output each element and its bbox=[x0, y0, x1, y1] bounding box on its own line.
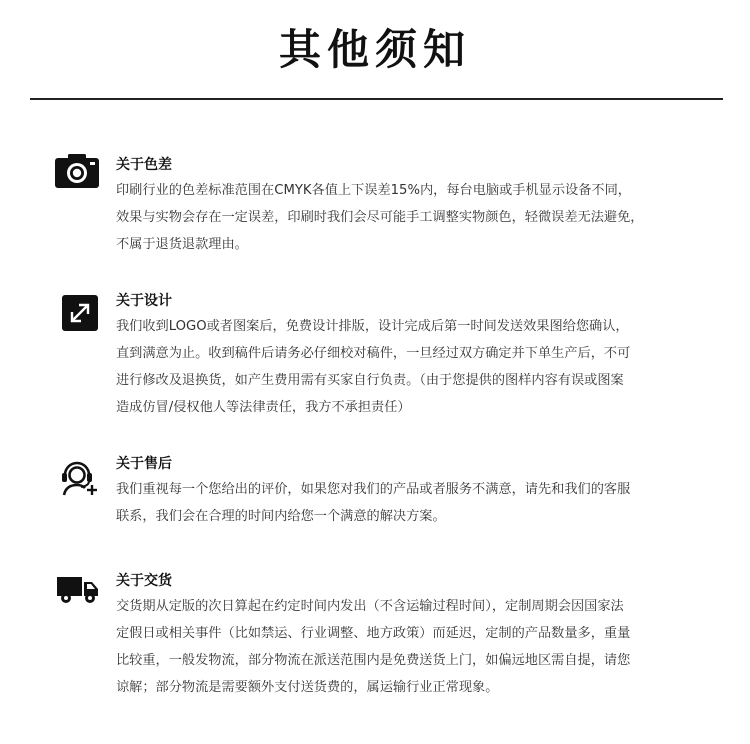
title-divider bbox=[30, 98, 723, 100]
body-line: 造成仿冒/侵权他人等法律责任，我方不承担责任） bbox=[116, 400, 411, 415]
body-line: 效果与实物会存在一定误差，印刷时我们会尽可能手工调整实物颜色，轻微误差无法避免， bbox=[116, 210, 644, 225]
section-heading: 关于售后 bbox=[116, 456, 172, 472]
body-line: 交货期从定版的次日算起在约定时间内发出（不含运输过程时间），定制周期会因国家法 bbox=[116, 599, 624, 614]
body-line: 印刷行业的色差标准范围在CMYK各值上下误差15%内，每台电脑或手机显示设备不同， bbox=[116, 183, 631, 198]
resize-arrow-icon bbox=[62, 295, 106, 335]
section-body bbox=[116, 593, 706, 701]
section-body bbox=[116, 476, 706, 530]
section-body bbox=[116, 177, 706, 258]
section-heading: 关于交货 bbox=[116, 573, 172, 589]
body-line: 直到满意为止。收到稿件后请务必仔细校对稿件，一旦经过双方确定并下单生产后，不可 bbox=[116, 346, 631, 361]
customer-service-icon bbox=[58, 455, 102, 495]
body-line: 比较重，一般发物流，部分物流在派送范围内是免费送货上门，如偏远地区需自提，请您 bbox=[116, 653, 631, 668]
section-heading: 关于色差 bbox=[116, 157, 172, 173]
camera-icon bbox=[55, 152, 99, 192]
body-line: 联系，我们会在合理的时间内给您一个满意的解决方案。 bbox=[116, 509, 446, 524]
section-heading: 关于设计 bbox=[116, 293, 172, 309]
section-body bbox=[116, 313, 706, 421]
body-line: 不属于退货退款理由。 bbox=[116, 237, 248, 252]
page-title: 其他须知 bbox=[278, 25, 471, 74]
body-line: 进行修改及退换货，如产生费用需有买家自行负责。（由于您提供的图样内容有误或图案 bbox=[116, 373, 624, 388]
delivery-truck-icon bbox=[57, 575, 101, 615]
body-line: 谅解；部分物流是需要额外支付送货费的，属运输行业正常现象。 bbox=[116, 680, 499, 695]
body-line: 我们重视每一个您给出的评价，如果您对我们的产品或者服务不满意，请先和我们的客服 bbox=[116, 482, 631, 497]
body-line: 定假日或相关事件（比如禁运、行业调整、地方政策）而延迟，定制的产品数量多，重量 bbox=[116, 626, 631, 641]
body-line: 我们收到LOGO或者图案后，免费设计排版，设计完成后第一时间发送效果图给您确认， bbox=[116, 319, 629, 334]
